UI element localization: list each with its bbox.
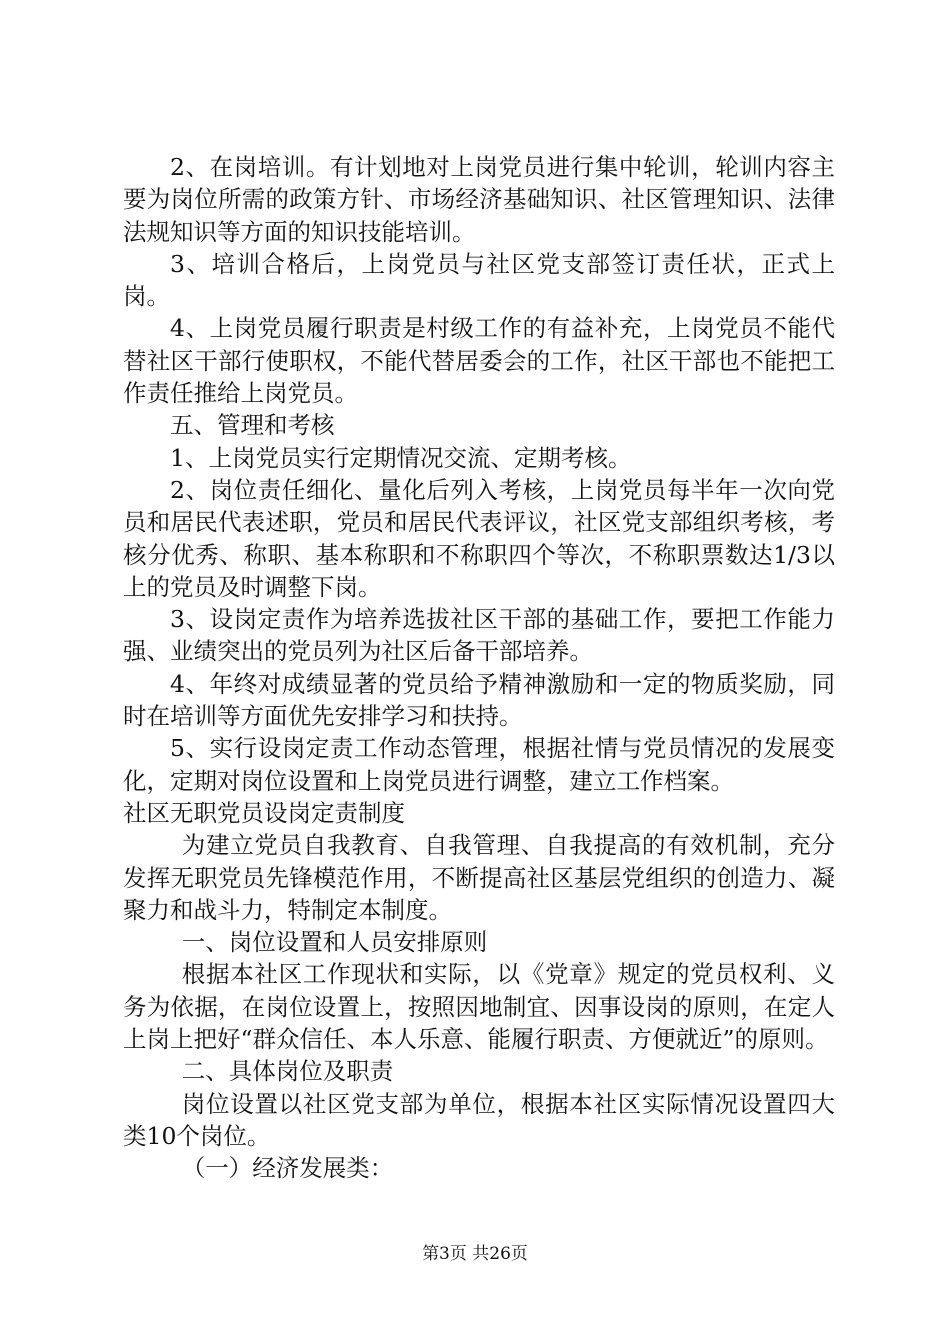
paragraph: 4、年终对成绩显著的党员给予精神激励和一定的物质奖励，同时在培训等方面优先安排学习和扶持。 [123,669,835,731]
page-footer [0,1243,950,1265]
document-title: 社区无职党员设岗定责制度 [123,798,405,827]
page-number-label: 第3页 共26页 [422,1244,528,1264]
section-heading: 二、具体岗位及职责 [181,1057,394,1086]
paragraph: 根据本社区工作现状和实际，以《党章》规定的党员权利、义务为依据，在岗位设置上，按照因地制宜、因事设岗的原则，在定人上岗上把好“群众信任、本人乐意、能履行职责、方便就近”的原则。 [123,960,835,1054]
document-body [123,151,835,1185]
section-heading: 一、岗位设置和人员安排原则 [181,928,488,957]
paragraph: 3、培训合格后，上岗党员与社区党支部签订责任状，正式上岗。 [123,249,835,311]
paragraph: 5、实行设岗定责工作动态管理，根据社情与党员情况的发展变化，定期对岗位设置和上岗党员进行调整，建立工作档案。 [123,734,835,795]
section-heading: 五、管理和考核 [170,411,335,440]
subsection-heading: （一）经济发展类： [181,1154,394,1183]
paragraph: 2、在岗培训。有计划地对上岗党员进行集中轮训，轮训内容主要为岗位所需的政策方针、市场经济基础知识、社区管理知识、法律法规知识等方面的知识技能培训。 [123,153,835,246]
paragraph: 3、设岗定责作为培养选拔社区干部的基础工作，要把工作能力强、业绩突出的党员列为社区后备干部培养。 [123,605,835,666]
paragraph: 1、上岗党员实行定期情况交流、定期考核。 [170,443,632,472]
paragraph: 岗位设置以社区党支部为单位，根据本社区实际情况设置四大类10个岗位。 [123,1089,835,1150]
paragraph: 2、岗位责任细化、量化后列入考核，上岗党员每半年一次向党员和居民代表述职，党员和居民代表评议，社区党支部组织考核，考核分优秀、称职、基本称职和不称职四个等次，不称职票数达1/3以上的党员及时调整下岗。 [123,475,835,601]
paragraph: 为建立党员自我教育、自我管理、自我提高的有效机制，充分发挥无职党员先锋模范作用，不断提高社区基层党组织的创造力、凝聚力和战斗力，特制定本制度。 [123,831,835,924]
paragraph: 4、上岗党员履行职责是村级工作的有益补充，上岗党员不能代替社区干部行使职权，不能代替居委会的工作，社区干部也不能把工作责任推给上岗党员。 [123,314,835,408]
